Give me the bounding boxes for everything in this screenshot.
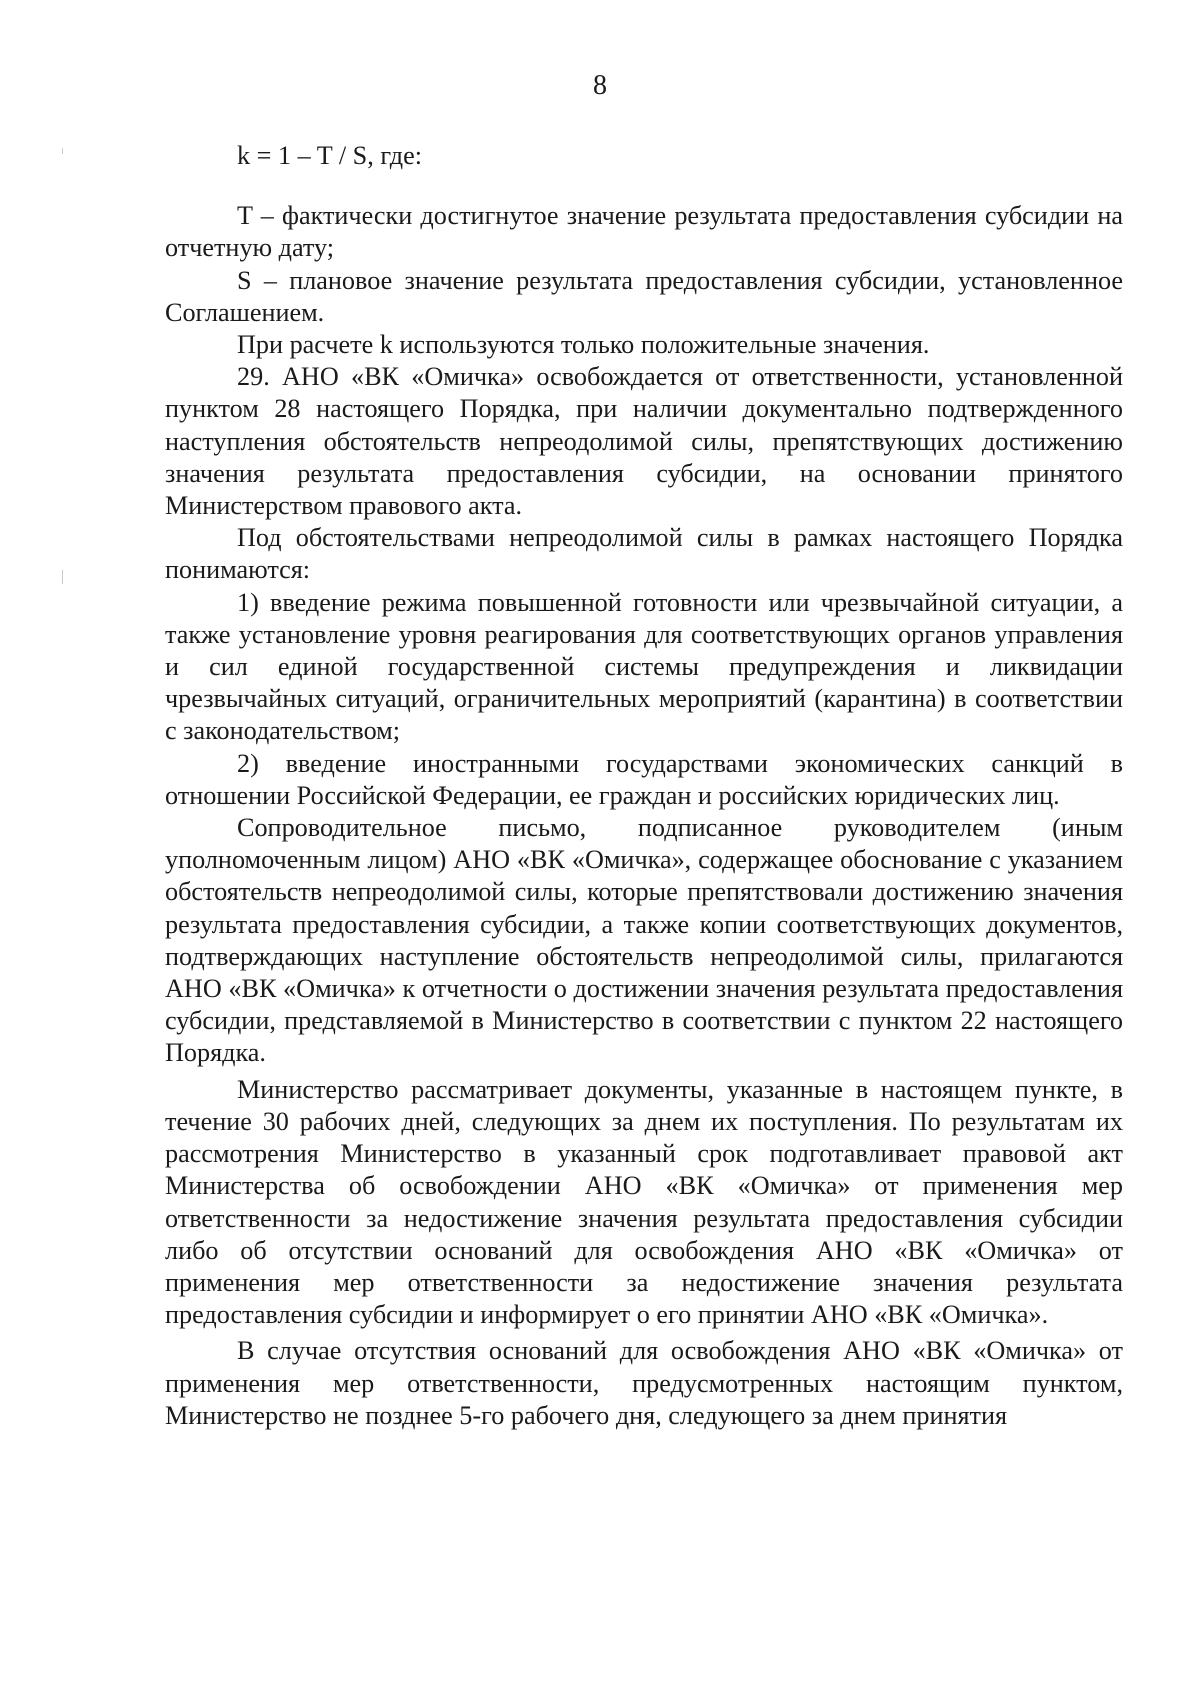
formula-line: k = 1 – T / S, где: xyxy=(237,141,422,170)
force-majeure-item-2: 2) введение иностранными государствами экономических санкций в отношении Российской Федерации, ее граждан и российских юридических лиц. xyxy=(165,748,1123,810)
note-positive-values: При расчете k используются только положительные значения. xyxy=(237,330,930,360)
force-majeure-intro: Под обстоятельствами непреодолимой силы в рамках настоящего Порядка понимаются: xyxy=(165,523,1123,585)
definition-t: T – фактически достигнутое значение результата предоставления субсидии на отчетную дату; xyxy=(165,201,1123,263)
no-grounds-paragraph: В случае отсутствия оснований для освобождения АНО «ВК «Омичка» от применения мер ответственности, предусмотренных настоящим пунктом, Министерство не позднее 5-го рабочего дня, следующего за днем принятия xyxy=(165,1336,1123,1430)
document-body xyxy=(165,140,1123,1432)
scan-mark xyxy=(62,148,63,154)
scan-mark xyxy=(62,570,63,584)
page-number: 8 xyxy=(593,70,607,101)
cover-letter-paragraph: Сопроводительное письмо, подписанное руководителем (иным уполномоченным лицом) АНО «ВК «Омичка», содержащее обоснование с указанием обстоятельств непреодолимой силы, которые препятствовали достижению значения результата предоставления субсидии, а также копии соответствующих документов, подтверждающих наступление обстоятельств непреодолимой силы, прилагаются АНО «ВК «Омичка» к отчетности о достижении значения результата предоставления субсидии, представляемой в Министерство в соответствии с пунктом 22 настоящего Порядка. xyxy=(165,813,1123,1068)
force-majeure-item-1: 1) введение режима повышенной готовности или чрезвычайной ситуации, а также установление уровня реагирования для соответствующих органов управления и сил единой государственной системы предупреждения и ликвидации чрезвычайных ситуаций, ограничительных мероприятий (карантина) в соответствии с законодательством; xyxy=(165,587,1123,746)
ministry-review-paragraph: Министерство рассматривает документы, указанные в настоящем пункте, в течение 30 рабочих дней, следующих за днем их поступления. По результатам их рассмотрения Министерство в указанный срок подготавливает правовой акт Министерства об освобождении АНО «ВК «Омичка» от применения мер ответственности за недостижение значения результата предоставления субсидии либо об отсутствии оснований для освобождения АНО «ВК «Омичка» от применения мер ответственности за недостижение значения результата предоставления субсидии и информирует о его принятии АНО «ВК «Омичка». xyxy=(165,1074,1123,1330)
clause-29: 29. АНО «ВК «Омичка» освобождается от ответственности, установленной пунктом 28 настоящего Порядка, при наличии документально подтвержденного наступления обстоятельств непреодолимой силы, препятствующих достижению значения результата предоставления субсидии, на основании принятого Министерством правового акта. xyxy=(165,362,1123,521)
definition-s: S – плановое значение результата предоставления субсидии, установленное Соглашением. xyxy=(165,265,1123,327)
